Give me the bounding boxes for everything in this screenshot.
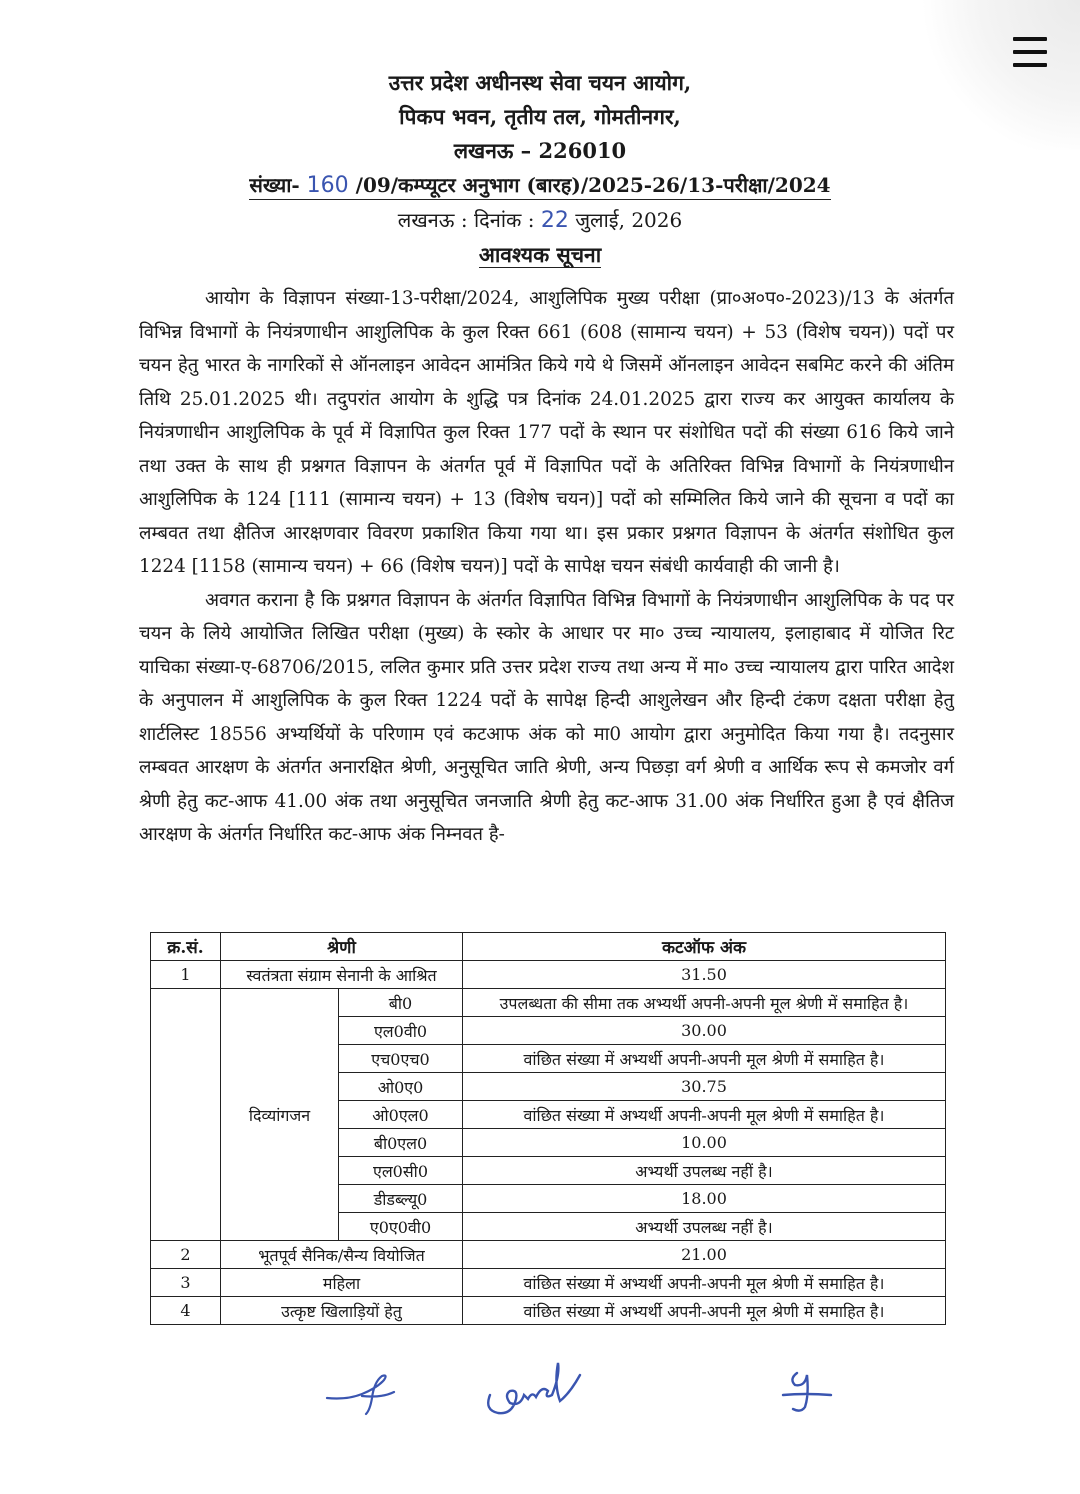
cell-cutoff: 30.00	[463, 1017, 946, 1045]
date-prefix: लखनऊ : दिनांक :	[397, 208, 535, 232]
cell-subcategory: ओ0ए0	[339, 1073, 463, 1101]
date-suffix: जुलाई, 2026	[575, 208, 683, 232]
table-row	[151, 1297, 946, 1325]
cell-subcategory: ए0ए0वी0	[339, 1213, 463, 1241]
cell-divyang-label: दिव्यांगजन	[221, 989, 339, 1241]
table-row	[151, 1269, 946, 1297]
cell-sno: 2	[151, 1241, 221, 1269]
cell-subcategory: ओ0एल0	[339, 1101, 463, 1129]
cell-cutoff: वांछित संख्या में अभ्यर्थी अपनी-अपनी मूल श्रेणी में समाहित है।	[463, 1045, 946, 1073]
paragraph-2: अवगत कराना है कि प्रश्नगत विज्ञापन के अंतर्गत विज्ञापित विभिन्न विभागों के नियंत्रणाधीन आशुलिपिक के पद पर चयन के लिये आयोजित लिखित परीक्षा (मुख्य) के स्कोर के आधार पर मा० उच्च न्यायालय, इलाहाबाद में योजित रिट याचिका संख्या-ए-68706/2015, ललित कुमार प्रति उत्तर प्रदेश राज्य तथा अन्य में मा० उच्च न्यायालय द्वारा पारित आदेश के अनुपालन में आशुलिपिक के कुल रिक्त 1224 पदों के सापेक्ष हिन्दी आशुलेखन और हिन्दी टंकण दक्षता परीक्षा हेतु शार्टलिस्ट 18556 अभ्यर्थियों के परिणाम एवं कटआफ अंक को मा0 आयोग द्वारा अनुमोदित किया गया है। तदनुसार लम्बवत आरक्षण के अंतर्गत अनारक्षित श्रेणी, अनुसूचित जाति श्रेणी, अन्य पिछड़ा वर्ग श्रेणी व आर्थिक रूप से कमजोर वर्ग श्रेणी हेतु कट-आफ 41.00 अंक तथा अनुसूचित जनजाति श्रेणी हेतु कट-आफ 31.00 अंक निर्धारित हुआ है एवं क्षैतिज आरक्षण के अंतर्गत निर्धारित कट-आफ अंक निम्नवत है-	[139, 589, 954, 845]
signature-1	[322, 1368, 402, 1418]
cutoff-table	[150, 932, 946, 1325]
cell-cutoff: 18.00	[463, 1185, 946, 1213]
cell-category: स्वतंत्रता संग्राम सेनानी के आश्रित	[221, 961, 463, 989]
letter-header	[0, 66, 1080, 272]
signature-3	[775, 1365, 845, 1420]
paragraph-1: आयोग के विज्ञापन संख्या-13-परीक्षा/2024, आशुलिपिक मुख्य परीक्षा (प्रा०अ०प०-2023)/13 के अंतर्गत विभिन्न विभागों के नियंत्रणाधीन आशुलिपिक के कुल रिक्त 661 (608 (सामान्य चयन) + 53 (विशेष चयन)) पदों पर चयन हेतु भारत के नागरिकों से ऑनलाइन आवेदन आमंत्रित किये गये थे जिसमें ऑनलाइन आवेदन सबमिट करने की अंतिम तिथि 25.01.2025 थी। तदुपरांत आयोग के शुद्धि पत्र दिनांक 24.01.2025 द्वारा राज्य कर आयुक्त कार्यालय के नियंत्रणाधीन आशुलिपिक के पूर्व में विज्ञापित कुल रिक्त 177 पदों के स्थान पर संशोधित पदों की संख्या 616 किये जाने तथा उक्त के साथ ही प्रश्नगत विज्ञापन के अंतर्गत पूर्व में विज्ञापित पदों के अतिरिक्त विभिन्न विभागों के नियंत्रणाधीन आशुलिपिक के 124 [111 (सामान्य चयन) + 13 (विशेष चयन)] पदों को सम्मिलित किये जाने की सूचना व पदों का लम्बवत तथा क्षैतिज आरक्षणवार विवरण प्रकाशित किया गया था। इस प्रकार प्रश्नगत विज्ञापन के अंतर्गत संशोधित कुल 1224 [1158 (सामान्य चयन) + 66 (विशेष चयन)] पदों के सापेक्ष चयन संबंधी कार्यवाही की जानी है।	[139, 288, 954, 577]
cell-cutoff: वांछित संख्या में अभ्यर्थी अपनी-अपनी मूल श्रेणी में समाहित है।	[463, 1269, 946, 1297]
org-name: उत्तर प्रदेश अधीनस्थ सेवा चयन आयोग,	[388, 70, 692, 95]
cell-cutoff: 10.00	[463, 1129, 946, 1157]
table-header-row	[151, 933, 946, 961]
cell-category: महिला	[221, 1269, 463, 1297]
table-row	[151, 989, 946, 1017]
cell-cutoff: 30.75	[463, 1073, 946, 1101]
menu-bar	[1013, 50, 1047, 54]
cell-subcategory: बी0	[339, 989, 463, 1017]
header-cutoff: कटऑफ अंक	[463, 933, 946, 961]
cell-cutoff: वांछित संख्या में अभ्यर्थी अपनी-अपनी मूल श्रेणी में समाहित है।	[463, 1101, 946, 1129]
cell-subcategory: एल0वी0	[339, 1017, 463, 1045]
notice-title: आवश्यक सूचना	[478, 242, 602, 267]
reference-number	[0, 168, 1080, 203]
cell-sno: 4	[151, 1297, 221, 1325]
org-city: लखनऊ – 226010	[453, 138, 627, 163]
org-address: पिकप भवन, तृतीय तल, गोमतीनगर,	[399, 104, 681, 129]
cell-cutoff: अभ्यर्थी उपलब्ध नहीं है।	[463, 1157, 946, 1185]
cell-cutoff: उपलब्धता की सीमा तक अभ्यर्थी अपनी-अपनी मूल श्रेणी में समाहित है।	[463, 989, 946, 1017]
header-sno: क्र.सं.	[151, 933, 221, 961]
cell-cutoff: 31.50	[463, 961, 946, 989]
cell-sno: 3	[151, 1269, 221, 1297]
cell-cutoff: 21.00	[463, 1241, 946, 1269]
notice-body	[139, 282, 954, 852]
cell-category: भूतपूर्व सैनिक/सैन्य वियोजित	[221, 1241, 463, 1269]
menu-bar	[1013, 37, 1047, 41]
cell-subcategory: बी0एल0	[339, 1129, 463, 1157]
date-day-handwritten: 22	[540, 208, 569, 233]
cell-category: उत्कृष्ट खिलाड़ियों हेतु	[221, 1297, 463, 1325]
ref-number-handwritten: 160	[306, 173, 349, 198]
cell-cutoff: अभ्यर्थी उपलब्ध नहीं है।	[463, 1213, 946, 1241]
ref-suffix: /09/कम्प्यूटर अनुभाग (बारह)/2025-26/13-परीक्षा/2024	[355, 173, 831, 197]
header-category: श्रेणी	[221, 933, 463, 961]
cell-sno: 1	[151, 961, 221, 989]
signature-2	[480, 1355, 590, 1425]
table-row	[151, 1241, 946, 1269]
cell-cutoff: वांछित संख्या में अभ्यर्थी अपनी-अपनी मूल श्रेणी में समाहित है।	[463, 1297, 946, 1325]
cell-subcategory: एल0सी0	[339, 1157, 463, 1185]
cell-subcategory: एच0एच0	[339, 1045, 463, 1073]
cell-subcategory: डीडब्ल्यू0	[339, 1185, 463, 1213]
table-row	[151, 961, 946, 989]
ref-prefix: संख्या-	[249, 173, 300, 197]
letter-date	[0, 203, 1080, 238]
cell-sno-empty	[151, 989, 221, 1241]
